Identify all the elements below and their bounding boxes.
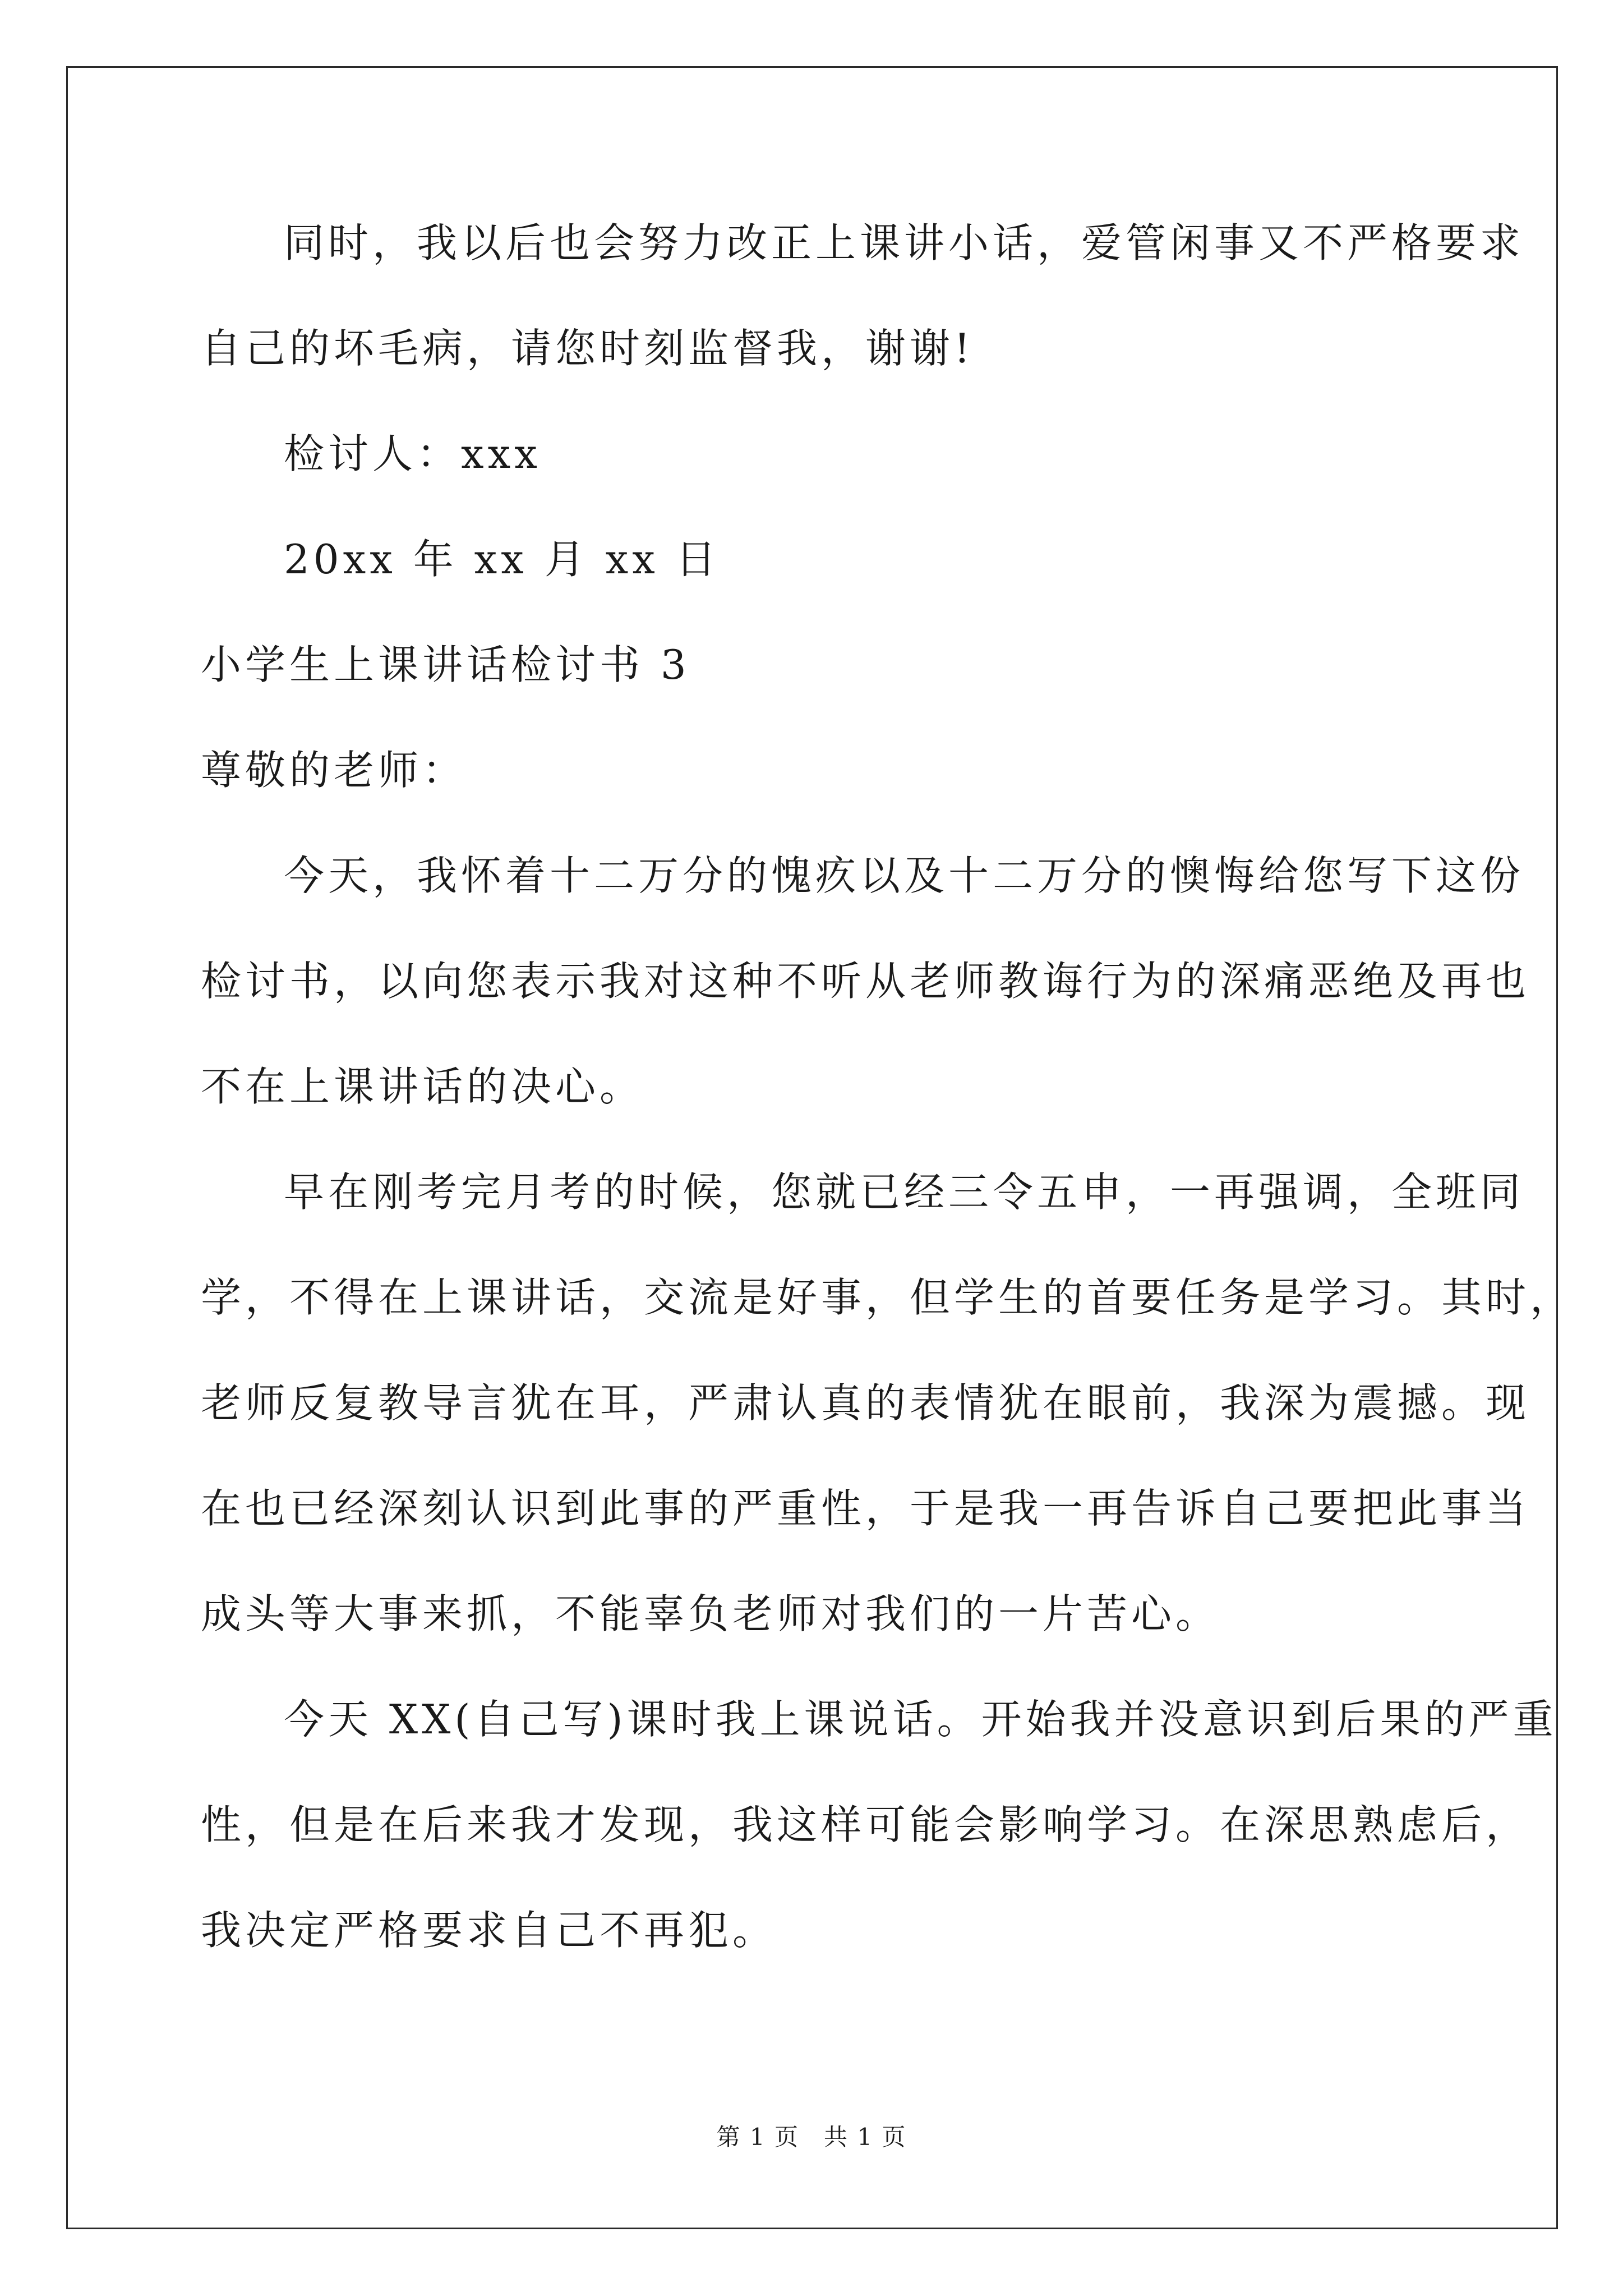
paragraph-line: 自己的坏毛病，请您时刻监督我，谢谢! <box>201 325 974 372</box>
signature-line: 检讨人：xxx <box>284 430 541 477</box>
paragraph-line: 学，不得在上课讲话，交流是好事，但学生的首要任务是学习。其时， <box>201 1274 1575 1321</box>
page-footer <box>0 2120 1623 2154</box>
paragraph-line: 不在上课讲话的决心。 <box>201 1063 644 1110</box>
date-line: 20xx 年 xx 月 xx 日 <box>284 536 720 583</box>
paragraph-line: 早在刚考完月考的时候，您就已经三令五申，一再强调，全班同 <box>284 1168 1525 1216</box>
page-number: 第 1 页 共 1 页 <box>716 2123 907 2151</box>
paragraph-line: 在也已经深刻认识到此事的严重性，于是我一再告诉自己要把此事当 <box>201 1485 1530 1532</box>
paragraph-line: 老师反复教导言犹在耳，严肃认真的表情犹在眼前，我深为震撼。现 <box>201 1379 1530 1427</box>
salutation: 尊敬的老师： <box>201 747 467 794</box>
paragraph-line: 性，但是在后来我才发现，我这样可能会影响学习。在深思熟虑后， <box>201 1801 1530 1848</box>
paragraph-line: 检讨书，以向您表示我对这种不听从老师教诲行为的深痛恶绝及再也 <box>201 958 1530 1005</box>
section-title: 小学生上课讲话检讨书 3 <box>201 641 690 688</box>
paragraph-line: 今天，我怀着十二万分的愧疚以及十二万分的懊悔给您写下这份 <box>284 852 1525 899</box>
paragraph-line: 同时，我以后也会努力改正上课讲小话，爱管闲事又不严格要求 <box>284 219 1525 266</box>
paragraph-line: 成头等大事来抓，不能辜负老师对我们的一片苦心。 <box>201 1590 1220 1637</box>
paragraph-line: 我决定严格要求自己不再犯。 <box>201 1907 777 1954</box>
paragraph-line: 今天 XX(自己写)课时我上课说话。开始我并没意识到后果的严重 <box>284 1696 1557 1743</box>
